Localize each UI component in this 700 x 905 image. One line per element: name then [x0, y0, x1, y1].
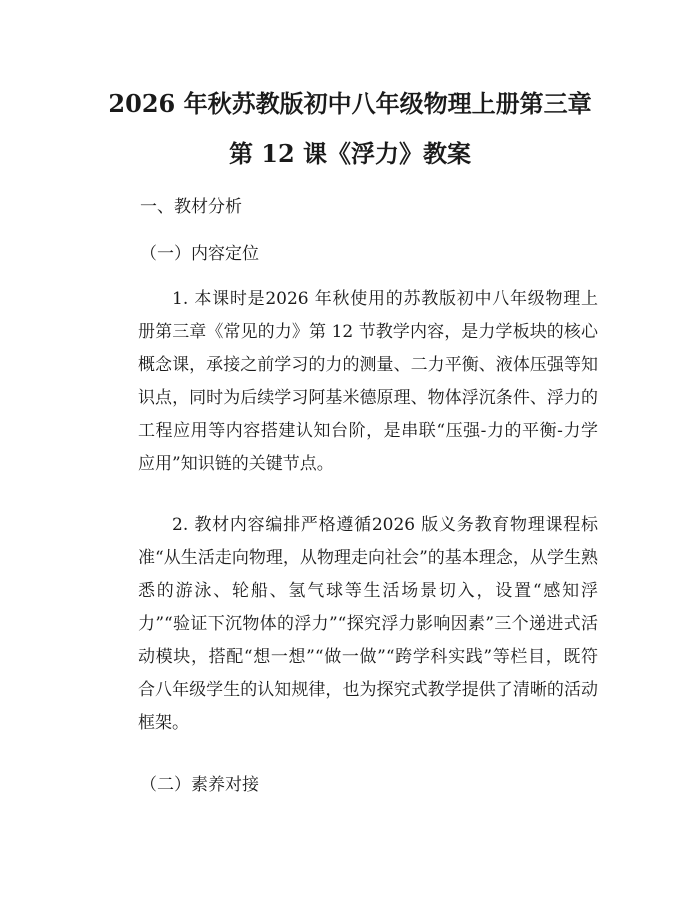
subsection-heading-content-positioning: （一）内容定位 [140, 244, 259, 264]
document-title-line2: 第 12 课《浮力》教案 [228, 139, 472, 168]
subsection-heading-literacy-alignment: （二）素养对接 [140, 775, 259, 795]
document-title-line1: 2026 年秋苏教版初中八年级物理上册第三章 [108, 89, 592, 118]
section-heading-textbook-analysis: 一、教材分析 [140, 197, 242, 217]
paragraph-content-positioning-2: 2. 教材内容编排严格遵循2026 版义务教育物理课程标准“从生活走向物理，从物理走向社会”的基本理念，从学生熟悉的游泳、轮船、氢气球等生活场景切入，设置“感知浮力”“验证下沉物体的浮力”“探究浮力影响因素”三个递进式活动模块，搭配“想一想”“做一做”“跨学科实践”等栏目，既符合八年级学生的认知规律，也为探究式教学提供了清晰的活动框架。 [138, 515, 598, 733]
paragraph-content-positioning-1: 1. 本课时是2026 年秋使用的苏教版初中八年级物理上册第三章《常见的力》第 12 节教学内容，是力学板块的核心概念课，承接之前学习的力的测量、二力平衡、液体压强等知识点，同时为后续学习阿基米德原理、物体浮沉条件、浮力的工程应用等内容搭建认知台阶，是串联“压强-力的平衡-力学应用”知识链的关键节点。 [138, 289, 598, 474]
